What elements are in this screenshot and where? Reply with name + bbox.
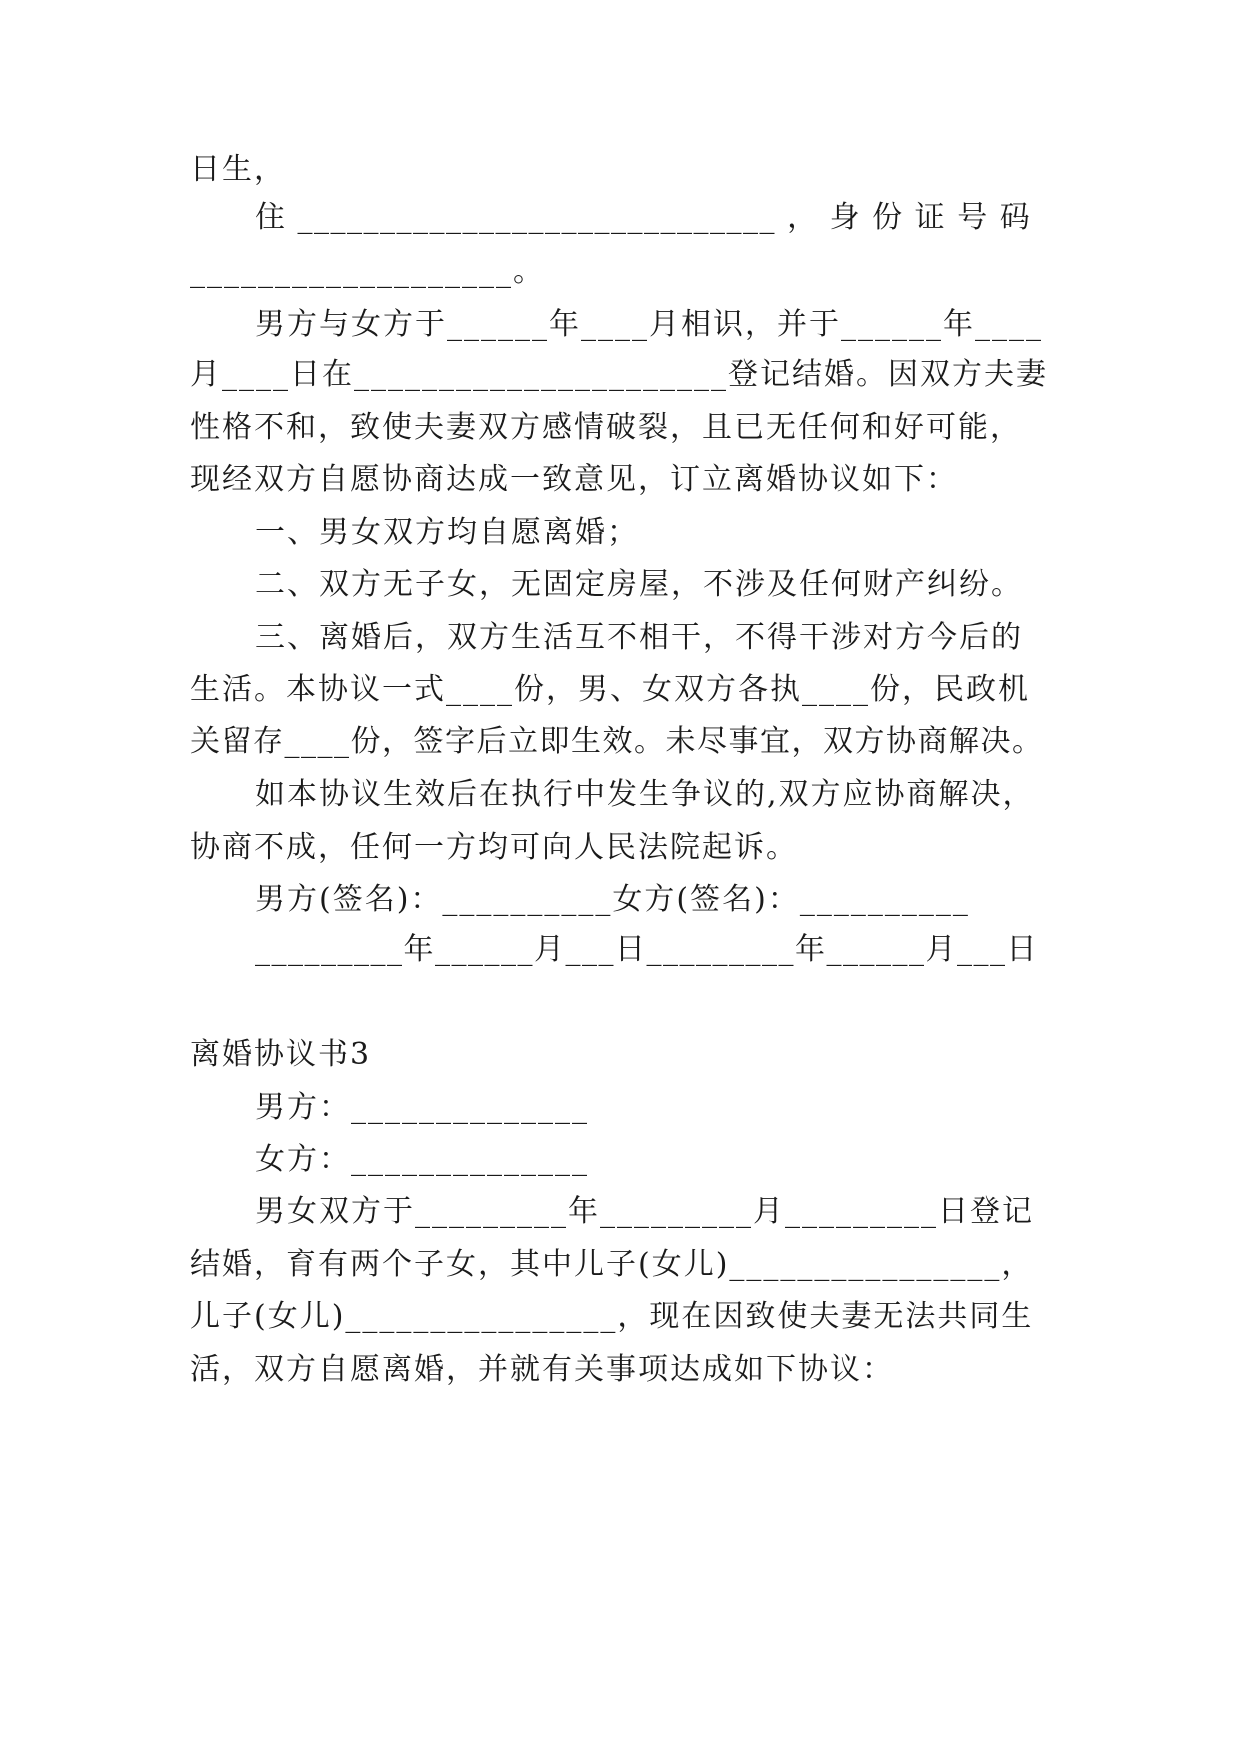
text-line: 活，双方自愿离婚，并就有关事项达成如下协议： xyxy=(190,1352,894,1387)
text-line: 二、双方无子女，无固定房屋，不涉及任何财产纠纷。 xyxy=(255,567,1023,602)
text-line: 协商不成，任何一方均可向人民法院起诉。 xyxy=(190,830,798,865)
date-line: _________年______月___日_________年______月___日 xyxy=(255,932,1038,967)
text-line: ___________________。 xyxy=(190,254,545,289)
text-line: 三、离婚后，双方生活互不相干，不得干涉对方今后的 xyxy=(255,620,1023,655)
text-line: 月____日在______________________登记结婚。因双方夫妻 xyxy=(190,357,1048,392)
text-line: 一、男女双方均自愿离婚； xyxy=(255,515,639,550)
signature-line: 男方(签名)：__________女方(签名)：__________ xyxy=(255,882,970,917)
text-line: 关留存____份，签字后立即生效。未尽事宜，双方协商解决。 xyxy=(190,724,1044,759)
section-title: 离婚协议书3 xyxy=(190,1037,372,1072)
text-line: 男女双方于_________年_________月_________日登记 xyxy=(255,1194,1034,1229)
text-line: 住 _____________________________ ， 身 份 证 号 码 xyxy=(255,200,1032,235)
text-line: 女方：______________ xyxy=(255,1142,589,1177)
text-line: 男方：______________ xyxy=(255,1090,589,1125)
text-line: 性格不和，致使夫妻双方感情破裂，且已无任何和好可能， xyxy=(190,410,1022,445)
text-line: 现经双方自愿协商达成一致意见，订立离婚协议如下： xyxy=(190,462,958,497)
text-line: 如本协议生效后在执行中发生争议的,双方应协商解决， xyxy=(255,777,1035,812)
text-line: 日生， xyxy=(190,152,286,187)
text-line: 结婚，育有两个子女，其中儿子(女儿)________________， xyxy=(190,1247,1034,1282)
text-line: 男方与女方于______年____月相识，并于______年____ xyxy=(255,307,1043,342)
text-line: 生活。本协议一式____份，男、女双方各执____份，民政机 xyxy=(190,672,1030,707)
text-line: 儿子(女儿)________________，现在因致使夫妻无法共同生 xyxy=(190,1299,1034,1334)
